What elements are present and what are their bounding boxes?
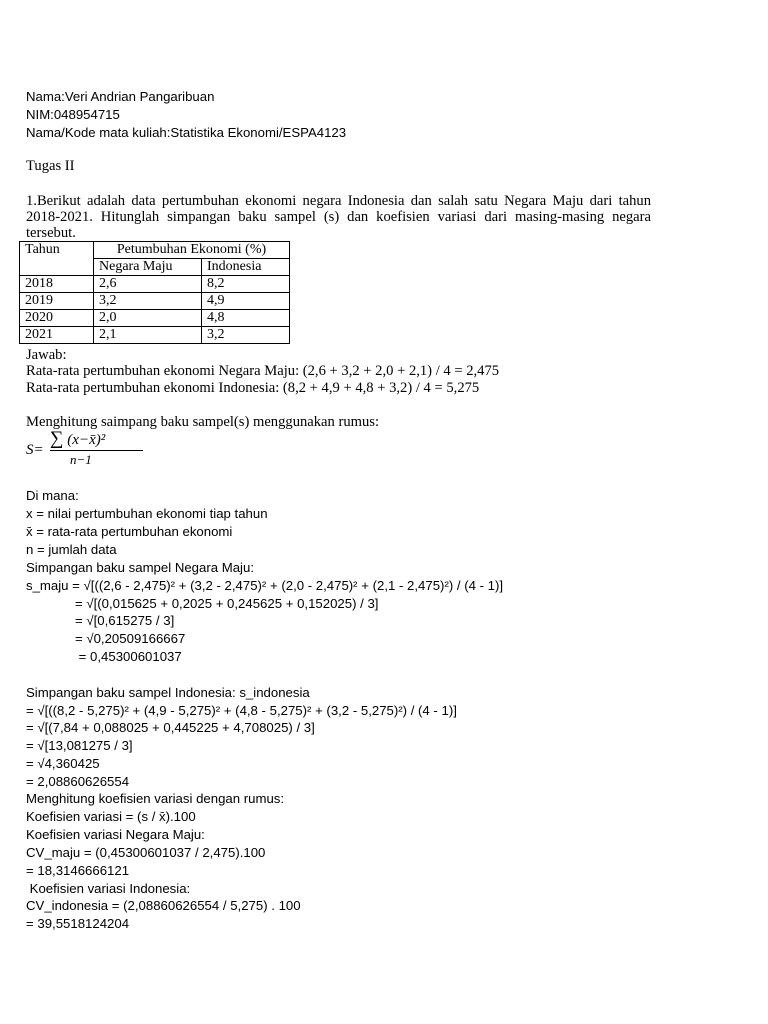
sigma-symbol: ∑ [50, 428, 64, 449]
formula-numerator [50, 428, 105, 450]
table-cell-maju: 2,6 [94, 276, 202, 293]
fraction-bar [50, 450, 143, 451]
formula-numerator-text: (x−x̄)² [67, 432, 106, 448]
cv-line: Koefisien variasi = (s / x̄).100 [26, 809, 196, 824]
mean-maju: Rata-rata pertumbuhan ekonomi Negara Maju: (2,6 + 3,2 + 2,0 + 2,1) / 4 = 2,475 [26, 363, 500, 379]
table-cell-maju: 3,2 [94, 293, 202, 310]
calc-line: = √[13,081275 / 3] [26, 738, 133, 753]
table-cell-maju: 2,1 [94, 327, 202, 344]
calc-line: = √[(0,015625 + 0,2025 + 0,245625 + 0,152025) / 3] [75, 596, 379, 611]
table-cell-year: 2018 [20, 276, 94, 293]
cv-line: = 18,3146666121 [26, 863, 130, 878]
table-row [20, 293, 290, 310]
cv-line: CV_indonesia = (2,08860626554 / 5,275) . 100 [26, 898, 301, 913]
answer-label: Jawab: [26, 347, 67, 363]
table-cell-indonesia: 3,2 [202, 327, 290, 344]
calc-line: = √[((8,2 - 5,275)² + (4,9 - 5,275)² + (4,8 - 5,275)² + (3,2 - 5,275)²) / (4 - 1)] [26, 703, 457, 718]
calc-line: = 0,45300601037 [75, 649, 182, 664]
definition-line: n = jumlah data [26, 542, 117, 557]
calc-line: = √4,360425 [26, 756, 100, 771]
calc-line: = √0,20509166667 [75, 631, 186, 646]
table-subheader-maju: Negara Maju [94, 259, 202, 276]
calc-line: = √[0,615275 / 3] [75, 613, 175, 628]
calc-line: s_maju = √[((2,6 - 2,475)² + (3,2 - 2,475)² + (2,0 - 2,475)² + (2,1 - 2,475)²) / (4 - 1)] [26, 578, 504, 593]
table-cell-indonesia: 8,2 [202, 276, 290, 293]
table-cell-year: 2020 [20, 310, 94, 327]
table-header-year: Tahun [20, 242, 94, 276]
table-cell-indonesia: 4,9 [202, 293, 290, 310]
calc-line: = √[(7,84 + 0,088025 + 0,445225 + 4,708025) / 3] [26, 720, 315, 735]
table-subheader-indonesia: Indonesia [202, 259, 290, 276]
cv-line: Koefisien variasi Indonesia: [26, 881, 191, 896]
cv-line: Menghitung koefisien variasi dengan rumus: [26, 791, 285, 806]
table-cell-year: 2021 [20, 327, 94, 344]
student-nim: NIM:048954715 [26, 107, 120, 122]
definition-line: x = nilai pertumbuhan ekonomi tiap tahun [26, 506, 268, 521]
cv-line: CV_maju = (0,45300601037 / 2,475).100 [26, 845, 266, 860]
formula-intro: Menghitung saimpang baku sampel(s) menggunakan rumus: [26, 414, 380, 430]
table-row [20, 327, 290, 344]
cv-line: Koefisien variasi Negara Maju: [26, 827, 205, 842]
mean-indonesia: Rata-rata pertumbuhan ekonomi Indonesia: (8,2 + 4,9 + 4,8 + 3,2) / 4 = 5,275 [26, 380, 480, 396]
definition-line: Simpangan baku sampel Negara Maju: [26, 560, 254, 575]
student-name: Nama:Veri Andrian Pangaribuan [26, 89, 215, 104]
cv-line: = 39,5518124204 [26, 916, 130, 931]
assignment-title: Tugas II [26, 158, 75, 174]
formula-denominator: n−1 [70, 452, 92, 467]
growth-table [19, 241, 290, 344]
calc-line: = 2,08860626554 [26, 774, 130, 789]
table-row [20, 310, 290, 327]
calc-line: Simpangan baku sampel Indonesia: s_indonesia [26, 685, 310, 700]
question-text: 1.Berikut adalah data pertumbuhan ekonomi negara Indonesia dan salah satu Negara Maju dari tahun 2018-2021. Hitunglah simpangan baku sampel (s) dan koefisien variasi dari masing-masing negara tersebut. [26, 193, 651, 241]
formula-lhs: S= [26, 442, 44, 458]
table-cell-year: 2019 [20, 293, 94, 310]
table-header-row [20, 242, 290, 259]
course-name: Nama/Kode mata kuliah:Statistika Ekonomi/ESPA4123 [26, 125, 347, 140]
table-header-group: Petumbuhan Ekonomi (%) [94, 242, 290, 259]
table-cell-indonesia: 4,8 [202, 310, 290, 327]
definition-line: Di mana: [26, 488, 79, 503]
definition-line: x̄ = rata-rata pertumbuhan ekonomi [26, 524, 233, 539]
table-row [20, 276, 290, 293]
table-cell-maju: 2,0 [94, 310, 202, 327]
